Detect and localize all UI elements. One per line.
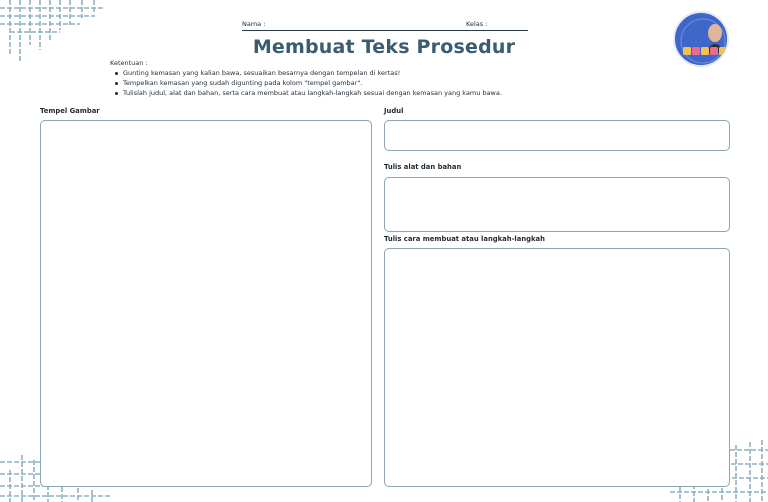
page-title: Membuat Teks Prosedur bbox=[252, 36, 516, 58]
judul-label: Judul bbox=[384, 107, 404, 115]
instruction-item: Gunting kemasan yang kalian bawa, sesuaikan besarnya dengan tempelan di kertas! bbox=[123, 68, 502, 78]
langkah-box[interactable] bbox=[384, 248, 730, 487]
instructions-heading: Ketentuan : bbox=[110, 59, 148, 67]
instruction-item: Tempelkan kemasan yang sudah digunting pada kolom "tempel gambar". bbox=[123, 78, 502, 88]
instructions bbox=[110, 58, 502, 98]
instructions-list bbox=[123, 68, 502, 98]
langkah-label: Tulis cara membuat atau langkah-langkah bbox=[384, 235, 545, 243]
tempel-gambar-box[interactable] bbox=[40, 120, 372, 487]
name-class-line bbox=[242, 18, 528, 31]
tempel-gambar-label: Tempel Gambar bbox=[40, 107, 100, 115]
nama-label: Nama : bbox=[242, 20, 266, 28]
alat-bahan-label: Tulis alat dan bahan bbox=[384, 163, 462, 171]
alat-bahan-box[interactable] bbox=[384, 177, 730, 232]
instruction-item: Tulislah judul, alat dan bahan, serta cara membuat atau langkah-langkah sesuai dengan kemasan yang kamu bawa. bbox=[123, 89, 502, 97]
judul-box[interactable] bbox=[384, 120, 730, 151]
kelas-label: Kelas : bbox=[466, 20, 488, 28]
